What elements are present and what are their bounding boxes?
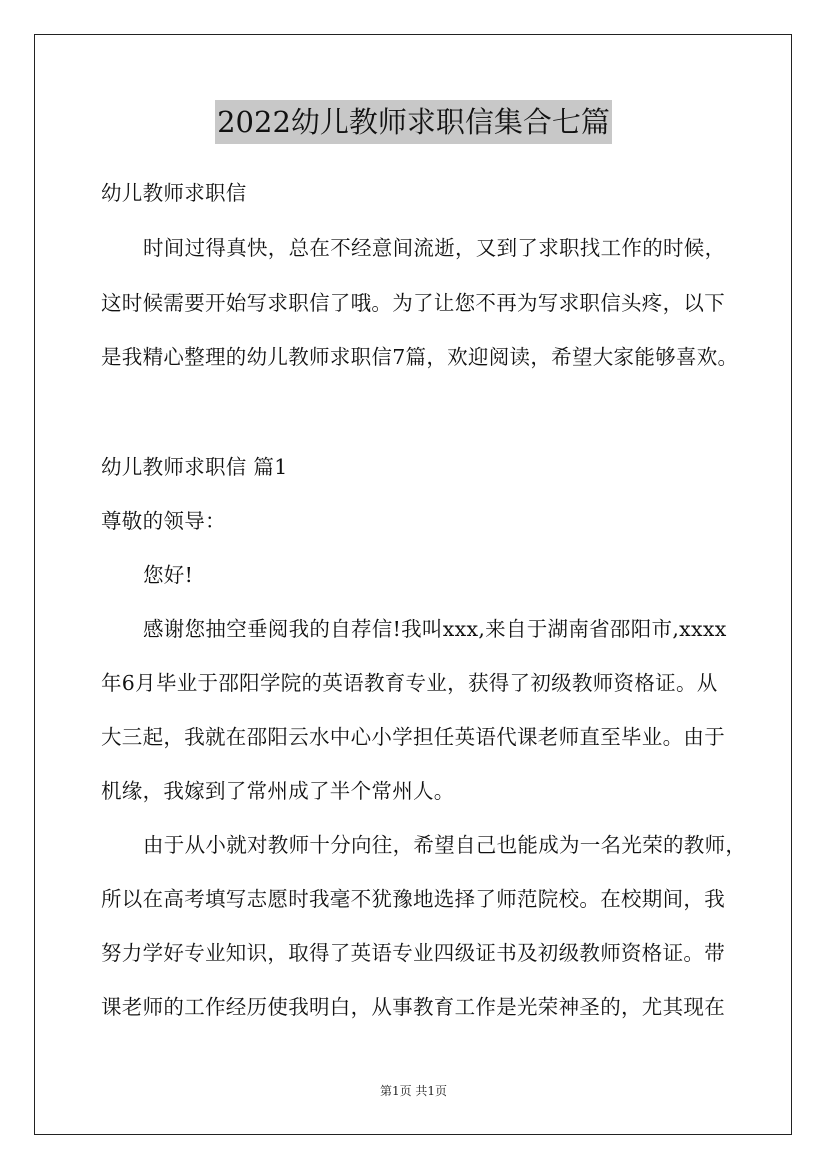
paragraph-line: 由于从小就对教师十分向往，希望自己也能成为一名光荣的教师， [143,833,747,857]
paragraph-line: 课老师的工作经历使我明白，从事教育工作是光荣神圣的，尤其现在 [101,995,725,1019]
paragraph-line: 年6月毕业于邵阳学院的英语教育专业，获得了初级教师资格证。从 [101,671,718,695]
paragraph-line: 感谢您抽空垂阅我的自荐信!我叫xxx,来自于湖南省邵阳市,xxxx [143,617,727,641]
salutation: 尊敬的领导： [101,509,226,533]
paragraph-line: 时间过得真快，总在不经意间流逝，又到了求职找工作的时候， [143,236,726,260]
letter-heading: 幼儿教师求职信 篇1 [101,455,288,479]
page-footer: 第1页 共1页 [379,1084,448,1098]
title-container [0,100,827,144]
paragraph-line: 所以在高考填写志愿时我毫不犹豫地选择了师范院校。在校期间，我 [101,887,725,911]
paragraph-line: 努力学好专业知识，取得了英语专业四级证书及初级教师资格证。带 [101,941,725,965]
document-title: 2022幼儿教师求职信集合七篇 [215,100,612,144]
section-heading: 幼儿教师求职信 [101,181,247,205]
paragraph-line: 这时候需要开始写求职信了哦。为了让您不再为写求职信头疼，以下 [101,291,725,315]
greeting: 您好! [143,563,194,587]
paragraph-line: 大三起，我就在邵阳云水中心小学担任英语代课老师直至毕业。由于 [101,725,725,749]
paragraph-line: 机缘，我嫁到了常州成了半个常州人。 [101,779,455,803]
paragraph-line: 是我精心整理的幼儿教师求职信7篇，欢迎阅读，希望大家能够喜欢。 [101,345,739,369]
